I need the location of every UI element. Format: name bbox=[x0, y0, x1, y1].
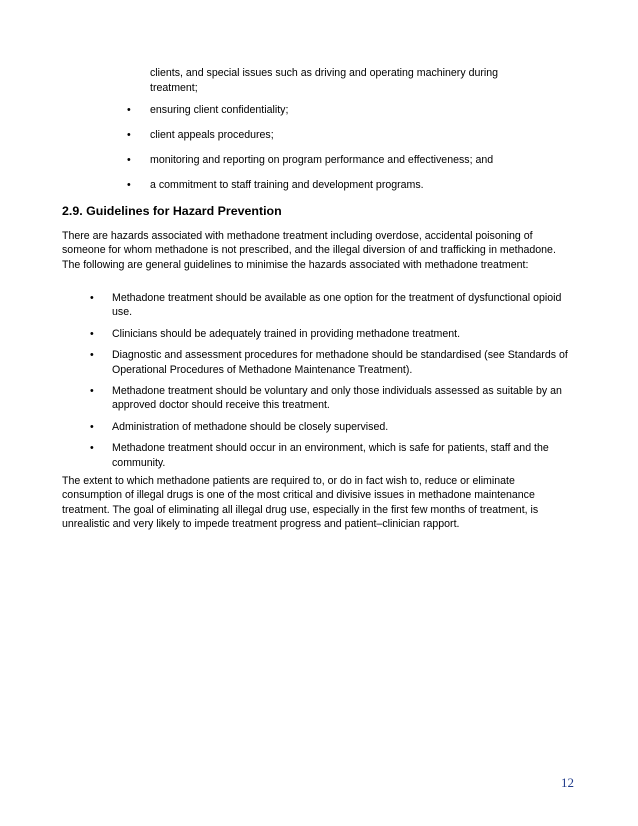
guideline-text: Methadone treatment should be voluntary and only those individuals assessed as suitable by an approved doctor should receive this treatment. bbox=[112, 385, 562, 412]
guidelines-list bbox=[0, 291, 638, 477]
page-number: 12 bbox=[561, 775, 574, 790]
bullet-icon: • bbox=[127, 154, 131, 166]
list-item bbox=[0, 103, 570, 118]
list-item-continuation bbox=[0, 66, 530, 96]
guideline-item bbox=[0, 384, 574, 413]
list-item-text: ensuring client confidentiality; bbox=[150, 104, 289, 116]
list-item-text: client appeals procedures; bbox=[150, 129, 274, 141]
bullet-icon: • bbox=[127, 179, 131, 191]
bullet-icon: • bbox=[127, 129, 131, 141]
list-item bbox=[0, 178, 570, 193]
bullet-icon: • bbox=[127, 104, 131, 116]
bullet-icon: • bbox=[90, 442, 94, 455]
guideline-item bbox=[0, 420, 574, 434]
guideline-item bbox=[0, 348, 574, 377]
list-item-text: monitoring and reporting on program performance and effectiveness; and bbox=[150, 154, 494, 166]
list-item bbox=[0, 153, 570, 168]
list-item bbox=[0, 128, 570, 143]
responsibilities-list-continued bbox=[0, 66, 638, 203]
guideline-item bbox=[0, 441, 574, 470]
bullet-icon: • bbox=[90, 327, 94, 340]
list-item-text: clients, and special issues such as driving and operating machinery during treatment; bbox=[150, 67, 499, 94]
bullet-icon: • bbox=[90, 420, 94, 433]
guideline-item bbox=[0, 291, 574, 320]
guideline-text: Administration of methadone should be closely supervised. bbox=[112, 420, 389, 433]
list-item-text: a commitment to staff training and development programs. bbox=[150, 179, 424, 191]
bullet-icon: • bbox=[90, 385, 94, 398]
bullet-icon: • bbox=[90, 292, 94, 304]
section-heading: 2.9. Guidelines for Hazard Prevention bbox=[62, 204, 282, 218]
intro-paragraph: There are hazards associated with methadone treatment including overdose, accidental poisoning of someone for whom methadone is not prescribed, and the illegal diversion of and trafficking in methadone. The following are general guidelines to minimise the hazards associated with methadone treatment: bbox=[62, 230, 556, 271]
guideline-item bbox=[0, 327, 574, 341]
guideline-text: Clinicians should be adequately trained in providing methadone treatment. bbox=[112, 327, 461, 340]
guideline-text: Methadone treatment should occur in an environment, which is safe for patients, staff and the community. bbox=[112, 442, 549, 469]
guideline-text: Diagnostic and assessment procedures for methadone should be standardised (see Standards of Operational Procedures of Methadone Maintenance Treatment). bbox=[112, 349, 568, 376]
guideline-text: Methadone treatment should be available as one option for the treatment of dysfunctional opioid use. bbox=[112, 292, 562, 319]
bullet-icon: • bbox=[90, 349, 94, 362]
closing-paragraph: The extent to which methadone patients are required to, or do in fact wish to, reduce or eliminate consumption of illegal drugs is one of the most critical and divisive issues in methadone maintenance treatment. The goal of eliminating all illegal drug use, especially in the first few months of treatment, is unrealistic and very likely to impede treatment progress and patient–clinician rapport. bbox=[62, 475, 539, 531]
